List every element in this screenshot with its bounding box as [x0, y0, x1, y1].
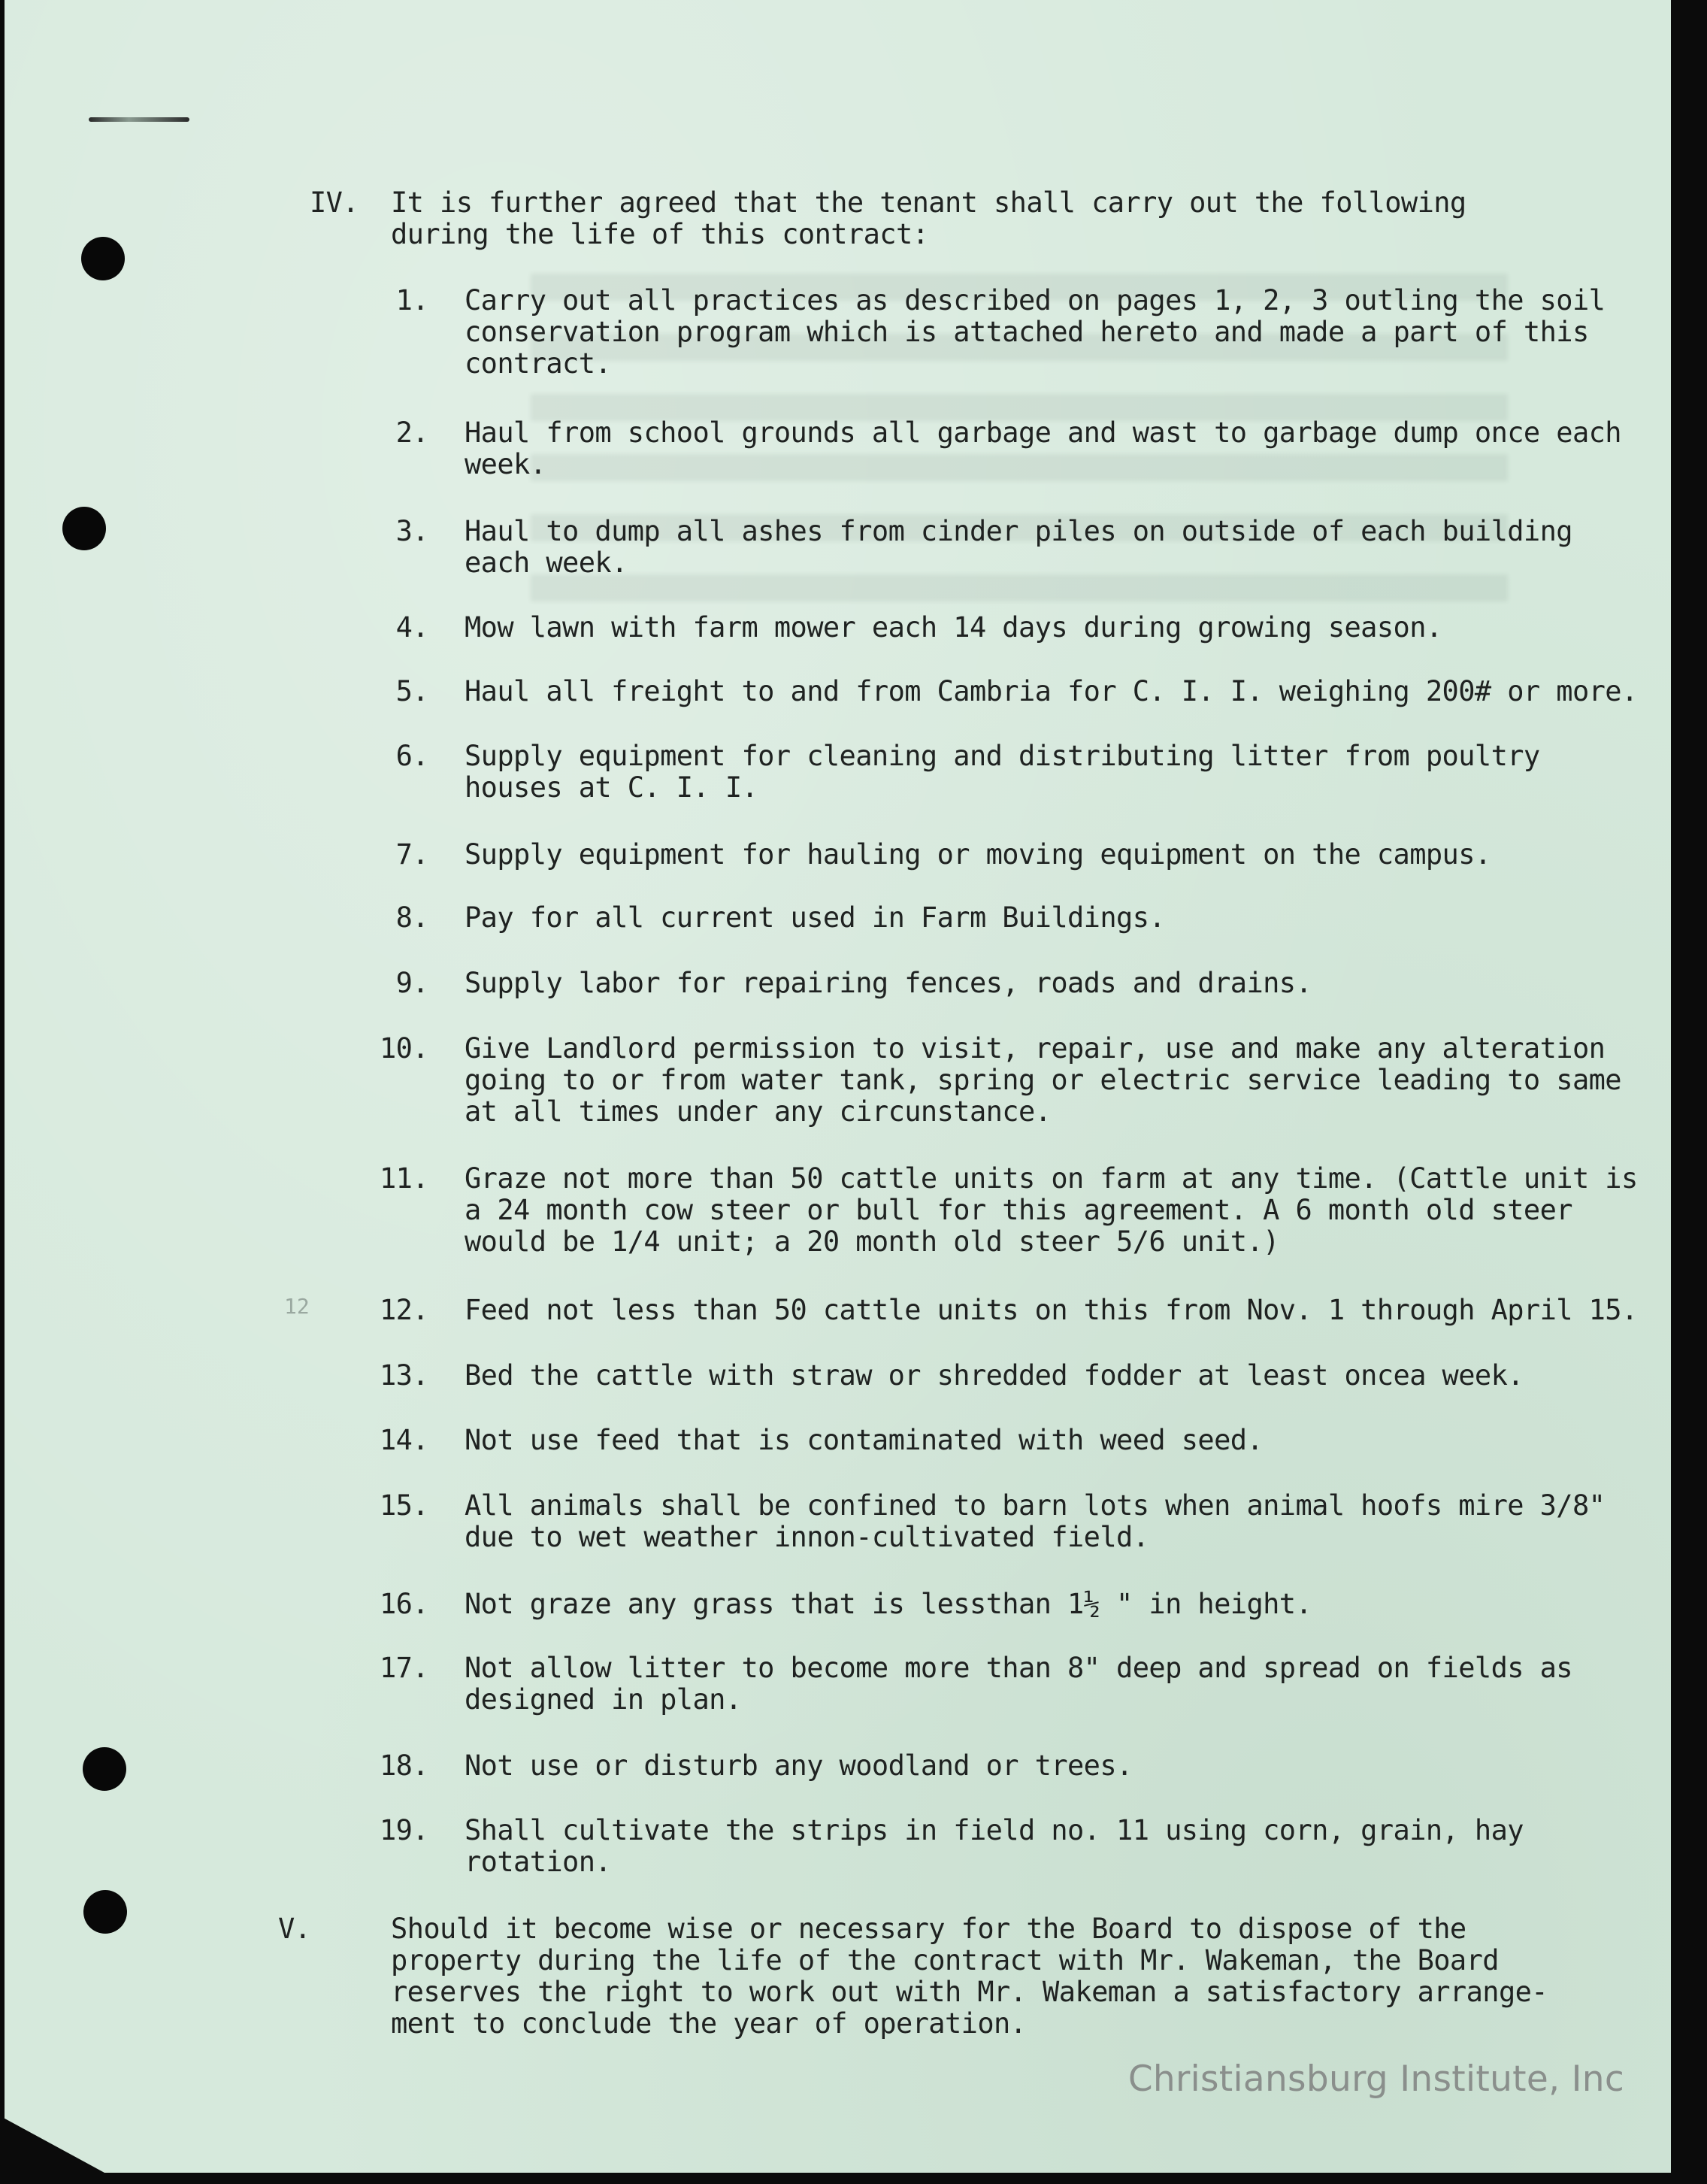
punch-hole — [83, 1890, 127, 1934]
item-number: 17. — [379, 1652, 428, 1684]
item-text: Haul to dump all ashes from cinder piles on outside of each building each week. — [465, 515, 1572, 579]
item-text: Not graze any grass that is lessthan 1½ " in height. — [465, 1588, 1312, 1620]
item-number: 18. — [379, 1749, 428, 1782]
item-text: All animals shall be confined to barn lots when animal hoofs mire 3/8" due to wet weather innon-cultivated field. — [465, 1489, 1606, 1553]
item-number: 16. — [379, 1588, 428, 1620]
watermark: Christiansburg Institute, Inc — [1127, 2058, 1624, 2100]
item-text: Not use feed that is contaminated with weed seed. — [465, 1424, 1264, 1456]
item-text: Graze not more than 50 cattle units on farm at any time. (Cattle unit is a 24 month cow steer or bull for this agreement. A 6 month old steer would be 1/4 unit; a 20 month old steer 5/6 unit.) — [465, 1162, 1638, 1258]
item-text: Haul all freight to and from Cambria for C. I. I. weighing 200# or more. — [465, 675, 1638, 707]
item-number: 2. — [395, 417, 428, 449]
item-text: Bed the cattle with straw or shredded fodder at least oncea week. — [465, 1359, 1524, 1392]
punch-hole — [81, 237, 125, 280]
item-text: Not use or disturb any woodland or trees. — [465, 1749, 1133, 1782]
punch-hole — [62, 507, 106, 550]
item-text: Mow lawn with farm mower each 14 days during growing season. — [465, 611, 1442, 644]
section-v-text: Should it become wise or necessary for the Board to dispose of the property during the life of the contract with Mr. Wakeman, the Board reserves the right to work out with Mr. Wakeman a satisfactory arrange- ment to conclude the year of operation. — [391, 1913, 1548, 2040]
item-text: Supply equipment for cleaning and distributing litter from poultry houses at C. I. I. — [465, 740, 1540, 804]
item-number: 7. — [395, 838, 428, 871]
item-number: 10. — [379, 1032, 428, 1065]
section-v-number: V. — [278, 1913, 311, 1945]
punch-hole — [83, 1747, 126, 1791]
item-text: Shall cultivate the strips in field no. 11 using corn, grain, hay rotation. — [465, 1814, 1524, 1878]
item-number: 3. — [395, 515, 428, 547]
item-number: 15. — [379, 1489, 428, 1522]
item-text: Supply labor for repairing fences, roads and drains. — [465, 967, 1312, 999]
item-text: Carry out all practices as described on pages 1, 2, 3 outling the soil conservation program which is attached hereto and made a part of this contract. — [465, 284, 1606, 380]
section-iv-number: IV. — [310, 186, 359, 219]
section-iv-intro: It is further agreed that the tenant shall carry out the following during the life of this contract: — [391, 186, 1466, 250]
margin-note: 12 — [284, 1294, 310, 1319]
item-number: 11. — [379, 1162, 428, 1195]
item-number: 19. — [379, 1814, 428, 1846]
item-number: 14. — [379, 1424, 428, 1456]
item-number: 4. — [395, 611, 428, 644]
item-number: 9. — [395, 967, 428, 999]
item-number: 5. — [395, 675, 428, 707]
item-text: Supply equipment for hauling or moving equipment on the campus. — [465, 838, 1491, 871]
item-text: Haul from school grounds all garbage and wast to garbage dump once each week. — [465, 417, 1621, 480]
item-number: 8. — [395, 901, 428, 934]
item-number: 1. — [395, 284, 428, 317]
staple-mark — [89, 117, 189, 122]
item-number: 12. — [379, 1294, 428, 1326]
item-text: Pay for all current used in Farm Buildings. — [465, 901, 1166, 934]
item-number: 13. — [379, 1359, 428, 1392]
item-text: Give Landlord permission to visit, repair, use and make any alteration going to or from water tank, spring or electric service leading to same at all times under any circunstance. — [465, 1032, 1621, 1128]
item-text: Feed not less than 50 cattle units on this from Nov. 1 through April 15. — [465, 1294, 1638, 1326]
item-number: 6. — [395, 740, 428, 772]
item-text: Not allow litter to become more than 8" deep and spread on fields as designed in plan. — [465, 1652, 1572, 1716]
